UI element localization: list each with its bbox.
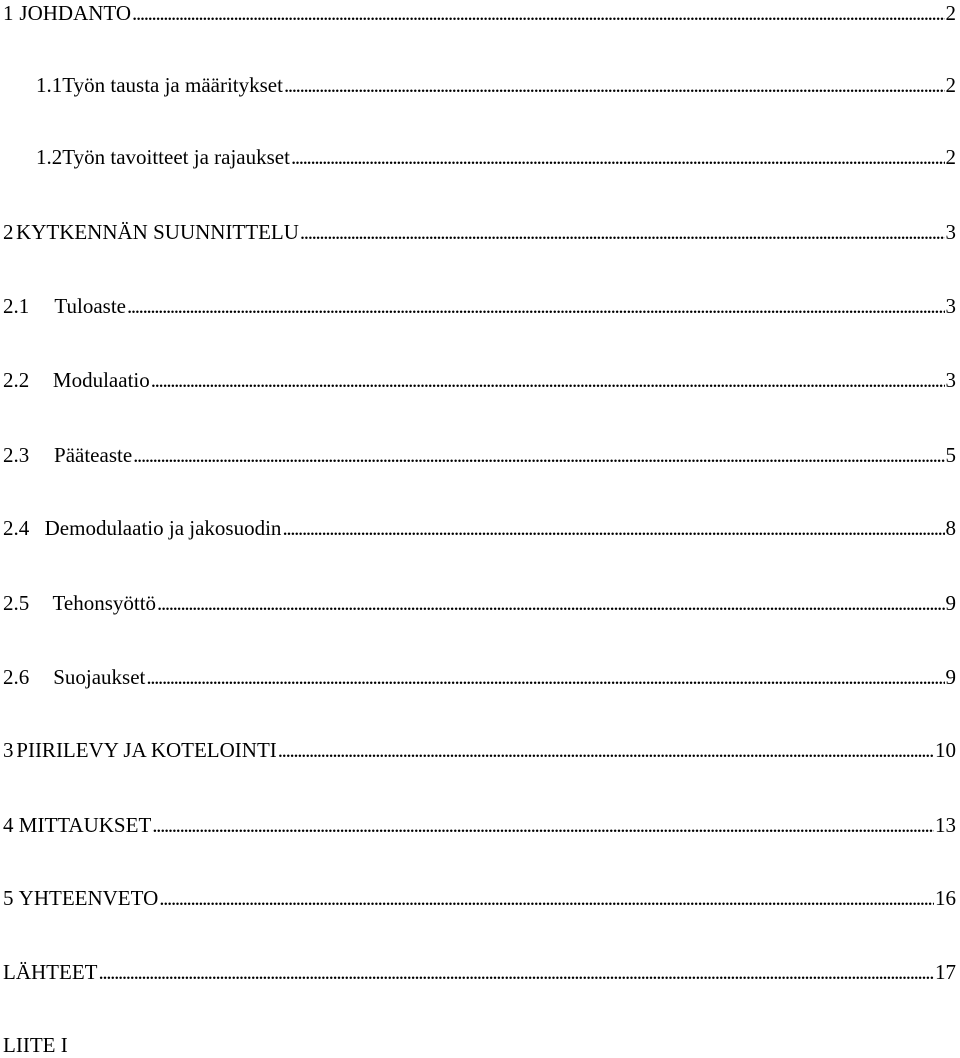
- toc-entry-modulaatio[interactable]: [3, 367, 956, 393]
- toc-entry-title: YHTEENVETO: [18, 886, 159, 910]
- toc-entry-suojaukset[interactable]: [3, 664, 956, 690]
- dot-leader: [159, 885, 934, 911]
- toc-entry-title: Tehonsyöttö: [52, 591, 157, 615]
- toc-entry-yhteenveto[interactable]: [3, 885, 956, 911]
- toc-entry-johdanto[interactable]: [3, 0, 956, 26]
- toc-entry-title: Suojaukset: [53, 665, 146, 689]
- toc-entry-page: 3: [945, 294, 956, 318]
- toc-entry-page: 2: [945, 145, 956, 169]
- toc-entry-title: Työn tavoitteet ja rajaukset: [62, 145, 290, 169]
- toc-entry-piirilevy[interactable]: [3, 737, 956, 763]
- toc-entry-lahteet[interactable]: [3, 959, 956, 985]
- toc-entry-mittaukset[interactable]: [3, 812, 956, 838]
- toc-entry-title: LÄHTEET: [3, 960, 98, 984]
- toc-entry-title: Demodulaatio ja jakosuodin: [44, 516, 282, 540]
- dot-leader: [278, 737, 934, 763]
- toc-entry-kytkennan-suunnittelu[interactable]: [3, 219, 956, 245]
- toc-entry-page: 13: [935, 813, 956, 837]
- toc-entry-title: Työn tausta ja määritykset: [62, 73, 283, 97]
- toc-entry-number: 2.2: [3, 368, 30, 392]
- dot-leader: [291, 144, 945, 170]
- dot-leader: [282, 515, 944, 541]
- toc-entry-liite[interactable]: LIITE I: [3, 1033, 68, 1057]
- toc-entry-page: 2: [945, 1, 956, 25]
- toc-entry-page: 9: [945, 665, 956, 689]
- dot-leader: [133, 442, 944, 468]
- toc-entry-number: 1.2: [36, 145, 63, 169]
- toc-entry-number: 2.5: [3, 591, 30, 615]
- toc-entry-page: 16: [935, 886, 956, 910]
- toc-entry-paateaste[interactable]: [3, 442, 956, 468]
- dot-leader: [98, 959, 934, 985]
- toc-entry-number: 2.3: [3, 443, 30, 467]
- toc-entry-tyon-tausta[interactable]: [36, 72, 956, 98]
- toc-entry-title: Modulaatio: [52, 368, 150, 392]
- toc-entry-tehonsyotto[interactable]: [3, 590, 956, 616]
- toc-entry-page: 9: [945, 591, 956, 615]
- toc-entry-page: 17: [935, 960, 956, 984]
- toc-entry-page: 10: [935, 738, 956, 762]
- dot-leader: [300, 219, 945, 245]
- toc-entry-number: 2.6: [3, 665, 30, 689]
- dot-leader: [151, 367, 945, 393]
- toc-entry-title: Tuloaste: [54, 294, 126, 318]
- dot-leader: [152, 812, 934, 838]
- dot-leader: [146, 664, 944, 690]
- toc-entry-number: 4: [3, 813, 14, 837]
- toc-entry-page: 3: [945, 220, 956, 244]
- toc-entry-page: 2: [945, 73, 956, 97]
- toc-entry-title: MITTAUKSET: [18, 813, 152, 837]
- toc-entry-number: 1.1: [36, 73, 63, 97]
- toc-entry-title: PIIRILEVY JA KOTELOINTI: [16, 738, 277, 762]
- toc-entry-number: 1: [3, 1, 14, 25]
- toc-entry-title: JOHDANTO: [19, 1, 132, 25]
- dot-leader: [127, 293, 945, 319]
- toc-entry-title: Pääteaste: [54, 443, 133, 467]
- toc-entry-title: KYTKENNÄN SUUNNITTELU: [16, 220, 299, 244]
- toc-entry-number: 2.4: [3, 516, 30, 540]
- toc-entry-number: 3: [3, 738, 14, 762]
- toc-entry-page: 8: [945, 516, 956, 540]
- dot-leader: [132, 0, 944, 26]
- dot-leader: [157, 590, 944, 616]
- toc-entry-page: 3: [945, 368, 956, 392]
- dot-leader: [284, 72, 945, 98]
- toc-entry-number: 2.1: [3, 294, 30, 318]
- toc-entry-number: 2: [3, 220, 14, 244]
- toc-entry-tyon-tavoitteet[interactable]: [36, 144, 956, 170]
- toc-entry-page: 5: [945, 443, 956, 467]
- toc-entry-tuloaste[interactable]: [3, 293, 956, 319]
- toc-entry-demodulaatio[interactable]: [3, 515, 956, 541]
- toc-entry-number: 5: [3, 886, 14, 910]
